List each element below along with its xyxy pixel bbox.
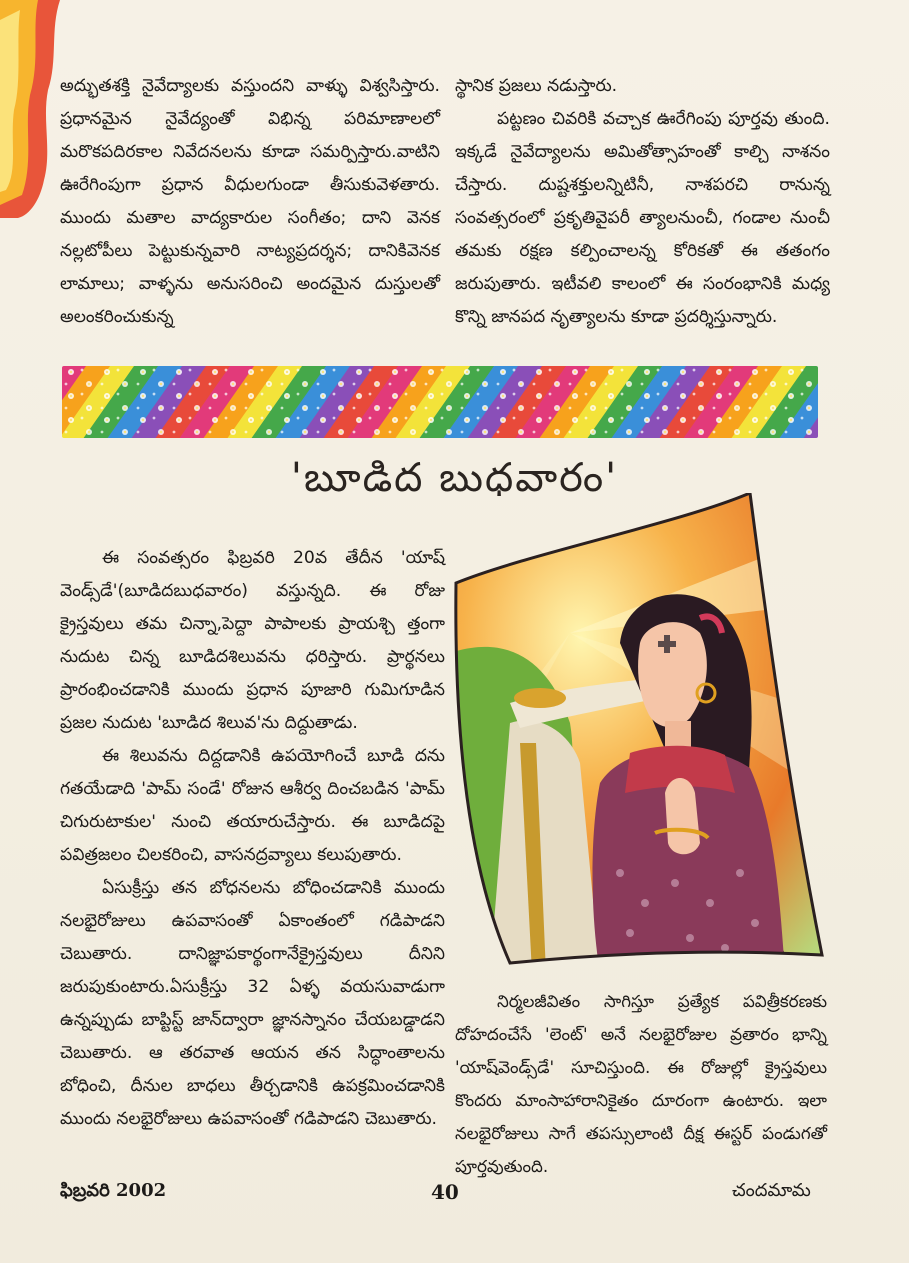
bottom-left-column <box>60 542 445 1136</box>
floral-banner <box>62 366 818 438</box>
page-number: 40 <box>431 1180 459 1204</box>
footer-issue-date: ఫిబ్రవరి 2002 <box>60 1180 167 1201</box>
paragraph: ఈ శిలువను దిద్దడానికి ఉపయోగించే బూడి దను గతయేడాది 'పామ్ సండే' రోజున ఆశీర్వ దించబడిన 'పామ్ చిగురుటాకుల' నుంచి తయారుచేస్తారు. ఈ బూడిదపై పవిత్రజలం చిలకరించి, వాసనద్రవ్యాలు కలుపుతారు. <box>60 746 445 865</box>
top-left-column <box>60 70 440 334</box>
paragraph: నిర్మలజీవితం సాగిస్తూ ప్రత్యేక పవిత్రీకరణకు దోహదంచేసే 'లెంట్' అనే నలభైరోజుల వ్రతారం భాన్ని 'యాష్‌వెండ్స్‌డే' సూచిస్తుంది. ఈ రోజుల్లో క్రైస్తవులు కొందరు మాంసాహారానికైతం దూరంగా ఉంటారు. ఇలా నలభైరోజులు సాగే తపస్సులాంటి దీక్ష ఈస్టర్ పండుగతో పూర్తవుతుంది. <box>455 991 827 1176</box>
top-right-column <box>455 70 830 334</box>
paragraph: స్థానిక ప్రజలు నడుస్తారు. <box>455 76 618 96</box>
paragraph: ఈ సంవత్సరం ఫిబ్రవరి 20వ తేదీన 'యాష్ వెండ్స్‌డే'(బూడిదబుధవారం) వస్తున్నది. ఈ రోజు క్రైస్తవులు తమ చిన్నా,పెద్దా పాపాలకు ప్రాయశ్చి త్తంగా నుదుట చిన్న బూడిదశిలువను ధరిస్తారు. ప్రార్థనలు ప్రారంభించడానికి ముందు ప్రధాన పూజారి గుమిగూడిన ప్రజల నుదుట 'బూడిద శిలువ'ను దిద్దుతాడు. <box>60 548 445 733</box>
article-title: 'బూడిద బుధవారం' <box>290 455 619 501</box>
bottom-right-column <box>455 985 827 1183</box>
paragraph: అద్భుతశక్తి నైవేద్యాలకు వస్తుందని వాళ్ళు విశ్వసిస్తారు. ప్రధానమైన నైవేద్యంతో విభిన్న పరిమాణాలలో మరొకపదిరకాల నివేదనలను కూడా సమర్పిస్తారు.వాటిని ఊరేగింపుగా ప్రధాన వీధులగుండా తీసుకువెళతారు. ముందు మతాల వాద్యకారుల సంగీతం; దాని వెనక నల్లటోపీలు పెట్టుకున్నవారి నాట్యప్రదర్శన; దానికివెనక లామాలు; వాళ్ళను అనుసరించి అందమైన దుస్తులతో అలంకరించుకున్న <box>60 76 440 327</box>
magazine-name: చందమామ <box>732 1180 811 1201</box>
paragraph: పట్టణం చివరికి వచ్చాక ఊరేగింపు పూర్తవు తుంది. ఇక్కడే నైవేద్యాలను అమితోత్సాహంతో కాల్చి నాశనం చేస్తారు. దుష్టశక్తులన్నిటినీ, నాశపరచి రానున్న సంవత్సరంలో ప్రకృతివైపరీ త్యాలనుంచీ, గండాల నుంచీ తమకు రక్షణ కల్పించాలన్న కోరికతో ఈ తతంగం జరుపుతారు. ఇటీవలి కాలంలో ఈ సంరంభానికి మధ్య కొన్ని జానపద నృత్యాలను కూడా ప్రదర్శిస్తున్నారు. <box>455 109 830 327</box>
paragraph: ఏసుక్రీస్తు తన బోధనలను బోధించడానికి ముందు నలభైరోజులు ఉపవాసంతో ఏకాంతంలో గడిపాడని చెబుతారు. దానిజ్ఞాపకార్థంగానేక్రైస్తవులు దీనిని జరుపుకుంటారు.ఏసుక్రీస్తు 32 ఏళ్ళ వయసువాడుగా ఉన్నప్పుడు బాప్టిస్ట్ జాన్‌ద్వారా జ్ఞానస్నానం చేయబడ్డాడని చెబుతారు. ఆ తరవాత ఆయన తన సిద్ధాంతాలను బోధించి, దీనుల బాధలు తీర్చడానికి ఉపక్రమించడానికి ముందు నలభైరోజులు ఉపవాసంతో గడిపాడని చెబుతారు. <box>60 878 445 1129</box>
ash-wednesday-illustration <box>450 493 825 973</box>
